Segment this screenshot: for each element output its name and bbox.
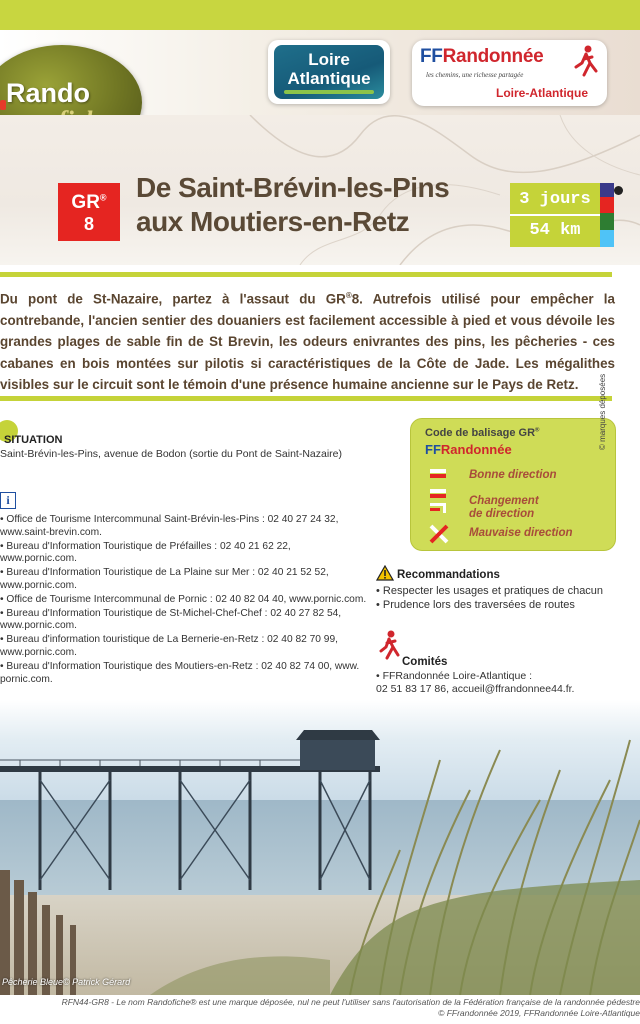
difficulty-color-strip <box>600 183 614 247</box>
duration-days: 3 jours <box>519 190 591 209</box>
list-item: • Office de Tourisme Intercommunal de Pornic : 02 40 82 04 40, www.pornic.com. <box>0 593 367 605</box>
strip-segment-cyan <box>600 230 614 247</box>
loire-atlantique-logo <box>268 40 390 104</box>
top-color-bar <box>0 0 640 30</box>
ffr-logo-tagline: les chemins, une richesse partagée <box>426 71 524 79</box>
legend-ffr-brand <box>425 442 512 457</box>
legend-wrong-direction: Mauvaise direction <box>469 527 573 539</box>
loire-wave-icon <box>284 90 374 94</box>
committee-contact: 02 51 83 17 86, accueil@ffrandonnee44.fr. <box>376 683 575 695</box>
situation-text: Saint-Brévin-les-Pins, avenue de Bodon (sortie du Pont de Saint-Nazaire) <box>0 448 343 460</box>
committee-name: • FFRandonnée Loire-Atlantique : <box>376 670 533 682</box>
warning-icon <box>376 565 394 581</box>
legend-trademark-note: © marques déposées <box>598 373 607 450</box>
list-item: • Respecter les usages et pratiques de chacun <box>376 585 604 597</box>
route-title-line1: De Saint-Brévin-les-Pins <box>136 172 450 203</box>
change-mark-turn-red <box>430 508 440 511</box>
list-item: • Office de Tourisme Intercommunal Saint-Brévin-les-Pins : 02 40 27 24 32, www.saint-brevin.com. <box>0 514 339 538</box>
route-title-line2: aux Moutiers-en-Retz <box>136 206 410 237</box>
duration-box <box>510 183 600 247</box>
legend-good-direction: Bonne direction <box>469 469 557 481</box>
divider-top <box>0 272 612 277</box>
legend-title <box>425 427 539 439</box>
hiker-icon <box>572 45 600 77</box>
gr-badge-gr: GR <box>71 192 100 213</box>
hiker-icon <box>378 630 400 660</box>
loire-atlantique-emblem <box>274 45 384 99</box>
intro-paragraph <box>0 285 615 396</box>
divider-bottom <box>0 396 612 401</box>
committees-list <box>376 670 574 696</box>
committees-title: Comités <box>402 656 448 668</box>
list-item: • Bureau d'Information Touristique de La Plaine sur Mer : 02 40 21 52 52, www.pornic.com. <box>0 567 329 591</box>
distance-km: 54 km <box>529 221 581 240</box>
tourist-offices-list <box>0 514 370 687</box>
legend-ffr-name: Randonnée <box>440 442 512 457</box>
photo-credit: Pêcherie Bleue© Patrick Gérard <box>2 977 131 987</box>
logo-rando-text: Rando <box>6 78 90 108</box>
legend-ffr-ff: FF <box>425 442 441 457</box>
strip-marker-dot <box>614 186 623 195</box>
ffr-logo-name: Randonnée <box>442 46 544 67</box>
list-item: • Prudence lors des traversées de routes <box>376 599 575 611</box>
info-icon: i <box>0 492 16 509</box>
footer-copyright: © FFrandonnée 2019, FFRandonnée Loire-Atlantique <box>438 1008 640 1018</box>
duration-separator <box>510 214 600 216</box>
wrong-direction-cross-icon <box>428 524 450 544</box>
footer-trademark-note: RFN44-GR8 - Le nom Randofiche® est une marque déposée, nul ne peut l'utiliser sans l'autorisation de la Fédération française de la randonnée pédestre <box>61 997 640 1007</box>
good-direction-mark-white <box>430 469 446 473</box>
list-item: • Bureau d'Information Touristique de St-Michel-Chef-Chef : 02 40 27 82 54, www.pornic.com. <box>0 607 342 632</box>
gr-badge-reg: ® <box>99 192 107 203</box>
loire-logo-line1: Loire <box>308 50 350 69</box>
legend-title-text: Code de balisage GR <box>425 427 536 439</box>
legend-change-direction <box>469 495 539 521</box>
gr-route-badge <box>58 183 120 241</box>
ffrandonnee-logo <box>412 40 607 106</box>
change-mark-turn-white-vertical <box>443 503 446 513</box>
intro-reg: ® <box>345 291 352 300</box>
ffr-logo-title <box>420 46 543 68</box>
list-item: • Bureau d'information touristique de La Bernerie-en-Retz : 02 40 82 70 99, www.pornic.com. <box>0 634 338 658</box>
change-mark-red <box>430 494 446 498</box>
strip-segment-blue <box>600 183 614 197</box>
situation-title: SITUATION <box>4 434 63 446</box>
recommendations-title: Recommandations <box>397 569 500 581</box>
legend-change-line2: de direction <box>469 508 535 520</box>
gr-badge-number: 8 <box>83 214 94 234</box>
ffr-logo-region: Loire-Atlantique <box>496 86 588 100</box>
list-item: • Bureau d'Information Touristique de Préfailles : 02 40 21 62 22, www.pornic.com. <box>0 540 291 565</box>
gr-badge-label <box>58 192 120 214</box>
recommendations-list <box>376 584 603 612</box>
legend-change-line1: Changement <box>469 495 539 507</box>
landscape-photo <box>0 700 640 995</box>
list-item: • Bureau d'Information Touristique des Moutiers-en-Retz : 02 40 82 74 00, www. pornic.com. <box>0 660 360 685</box>
fishing-hut-photo <box>0 700 640 995</box>
loire-logo-line2: Atlantique <box>287 69 371 88</box>
strip-segment-red <box>600 197 614 213</box>
legend-title-reg: ® <box>535 427 540 434</box>
strip-segment-green <box>600 213 614 230</box>
ffr-logo-ff: FF <box>420 46 443 67</box>
good-direction-mark-red <box>430 474 446 478</box>
intro-part2: 8. Autrefois utilisé pour empêcher la contrebande, l'ancien sentier des douaniers est facilement accessible à pied et vous dévoile les grandes plages de sable fin de St Brevin, les odeurs enivrantes des pins, les pêcheries - ces cabanes en bois montées sur pilotis si caractéristiques de la Côte de Jade. Les mégalithes visibles sur le circuit sont le témoin d'une présence humaine ancienne sur le Pays de Retz. <box>0 291 615 393</box>
change-mark-white <box>430 489 446 493</box>
intro-part1: Du pont de St-Nazaire, partez à l'assaut du GR <box>0 291 346 307</box>
footer <box>0 995 640 1024</box>
